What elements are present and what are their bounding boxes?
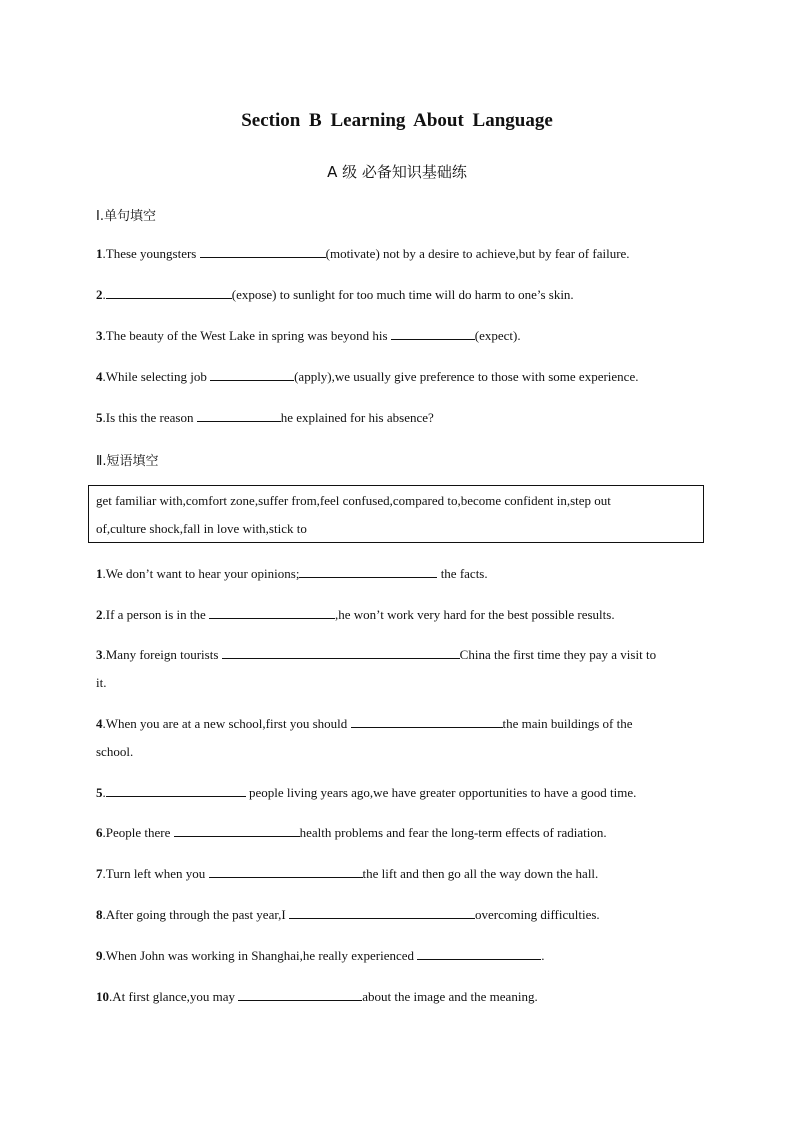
item-text-before: .When John was working in Shanghai,he really experienced	[102, 948, 418, 963]
item-number: 6	[96, 825, 103, 840]
answer-blank[interactable]	[106, 784, 246, 797]
item-number: 5	[96, 785, 103, 800]
item-text-before: .If a person is in the	[102, 607, 210, 622]
exercise-item	[96, 606, 686, 624]
item-text-before: .Turn left when you	[102, 866, 209, 881]
item-text-after: (expose) to sunlight for too much time will do harm to one’s skin.	[231, 287, 574, 302]
answer-blank[interactable]	[299, 565, 437, 578]
item-number: 1	[96, 566, 103, 581]
exercise-item	[96, 368, 686, 386]
item-text-after: people living years ago,we have greater opportunities to have a good time.	[245, 785, 637, 800]
exercise-item-continuation: school.	[96, 744, 134, 759]
item-text-before: .People there	[102, 825, 174, 840]
item-text-after: health problems and fear the long-term effects of radiation.	[299, 825, 607, 840]
item-number: 3	[96, 328, 103, 343]
item-text-before: .Is this the reason	[102, 410, 197, 425]
exercise-item	[96, 988, 686, 1006]
item-text-before: .When you are at a new school,first you should	[102, 716, 351, 731]
item-text-before: .We don’t want to hear your opinions;	[102, 566, 300, 581]
item-text-after: China the first time they pay a visit to	[459, 647, 657, 662]
item-text-before: .After going through the past year,I	[102, 907, 289, 922]
item-text-before: .These youngsters	[102, 246, 200, 261]
exercise-item	[96, 824, 686, 842]
page-subtitle: A 级 必备知识基础练	[327, 163, 467, 181]
exercise-item-continuation: it.	[96, 675, 107, 690]
answer-blank[interactable]	[238, 988, 362, 1001]
item-text-before: .Many foreign tourists	[102, 647, 222, 662]
item-text-before: .	[102, 785, 106, 800]
exercise-item	[96, 409, 686, 427]
exercise-item	[96, 865, 686, 883]
item-text-after: (apply),we usually give preference to those with some experience.	[294, 369, 639, 384]
item-number: 3	[96, 647, 103, 662]
exercise-item	[96, 715, 686, 733]
answer-blank[interactable]	[210, 368, 294, 381]
answer-blank[interactable]	[200, 245, 326, 258]
item-text-before: .The beauty of the West Lake in spring was beyond his	[102, 328, 391, 343]
item-text-after: the lift and then go all the way down the hall.	[362, 866, 599, 881]
word-bank-line: of,culture shock,fall in love with,stick to	[96, 521, 307, 536]
answer-blank[interactable]	[106, 286, 232, 299]
item-number: 4	[96, 369, 103, 384]
answer-blank[interactable]	[351, 715, 503, 728]
item-text-before: .While selecting job	[102, 369, 211, 384]
exercise-item	[96, 906, 686, 924]
exercise-item	[96, 286, 686, 304]
item-number: 8	[96, 907, 103, 922]
section-heading-phrase-fill: Ⅱ.短语填空	[96, 454, 159, 469]
section-heading-single-sentence: Ⅰ.单句填空	[96, 209, 156, 224]
item-number: 2	[96, 607, 103, 622]
item-text-after: about the image and the meaning.	[362, 989, 538, 1004]
item-text-after: .	[541, 948, 545, 963]
exercise-item	[96, 327, 686, 345]
answer-blank[interactable]	[391, 327, 475, 340]
item-text-after: (motivate) not by a desire to achieve,but by fear of failure.	[325, 246, 630, 261]
answer-blank[interactable]	[209, 606, 335, 619]
exercise-item	[96, 646, 686, 664]
answer-blank[interactable]	[174, 824, 300, 837]
item-text-before: .At first glance,you may	[109, 989, 239, 1004]
item-number: 5	[96, 410, 103, 425]
answer-blank[interactable]	[289, 906, 475, 919]
answer-blank[interactable]	[197, 409, 281, 422]
item-text-after: overcoming difficulties.	[474, 907, 600, 922]
answer-blank[interactable]	[222, 646, 460, 659]
exercise-item	[96, 565, 686, 583]
answer-blank[interactable]	[417, 947, 541, 960]
item-number: 9	[96, 948, 103, 963]
item-text-before: .	[102, 287, 106, 302]
item-number: 4	[96, 716, 103, 731]
exercise-item	[96, 245, 686, 263]
exercise-item	[96, 947, 686, 965]
item-text-after: he explained for his absence?	[280, 410, 434, 425]
item-text-after: (expect).	[474, 328, 521, 343]
page-title: Section B Learning About Language	[241, 110, 553, 131]
item-text-after: ,he won’t work very hard for the best possible results.	[335, 607, 615, 622]
item-number: 2	[96, 287, 103, 302]
item-number: 1	[96, 246, 103, 261]
word-bank-line: get familiar with,comfort zone,suffer from,feel confused,compared to,become confident in,step out	[96, 493, 611, 508]
item-number: 10	[96, 989, 109, 1004]
answer-blank[interactable]	[209, 865, 363, 878]
exercise-item	[96, 784, 686, 802]
item-text-after: the facts.	[437, 566, 488, 581]
item-text-after: the main buildings of the	[502, 716, 633, 731]
item-number: 7	[96, 866, 103, 881]
